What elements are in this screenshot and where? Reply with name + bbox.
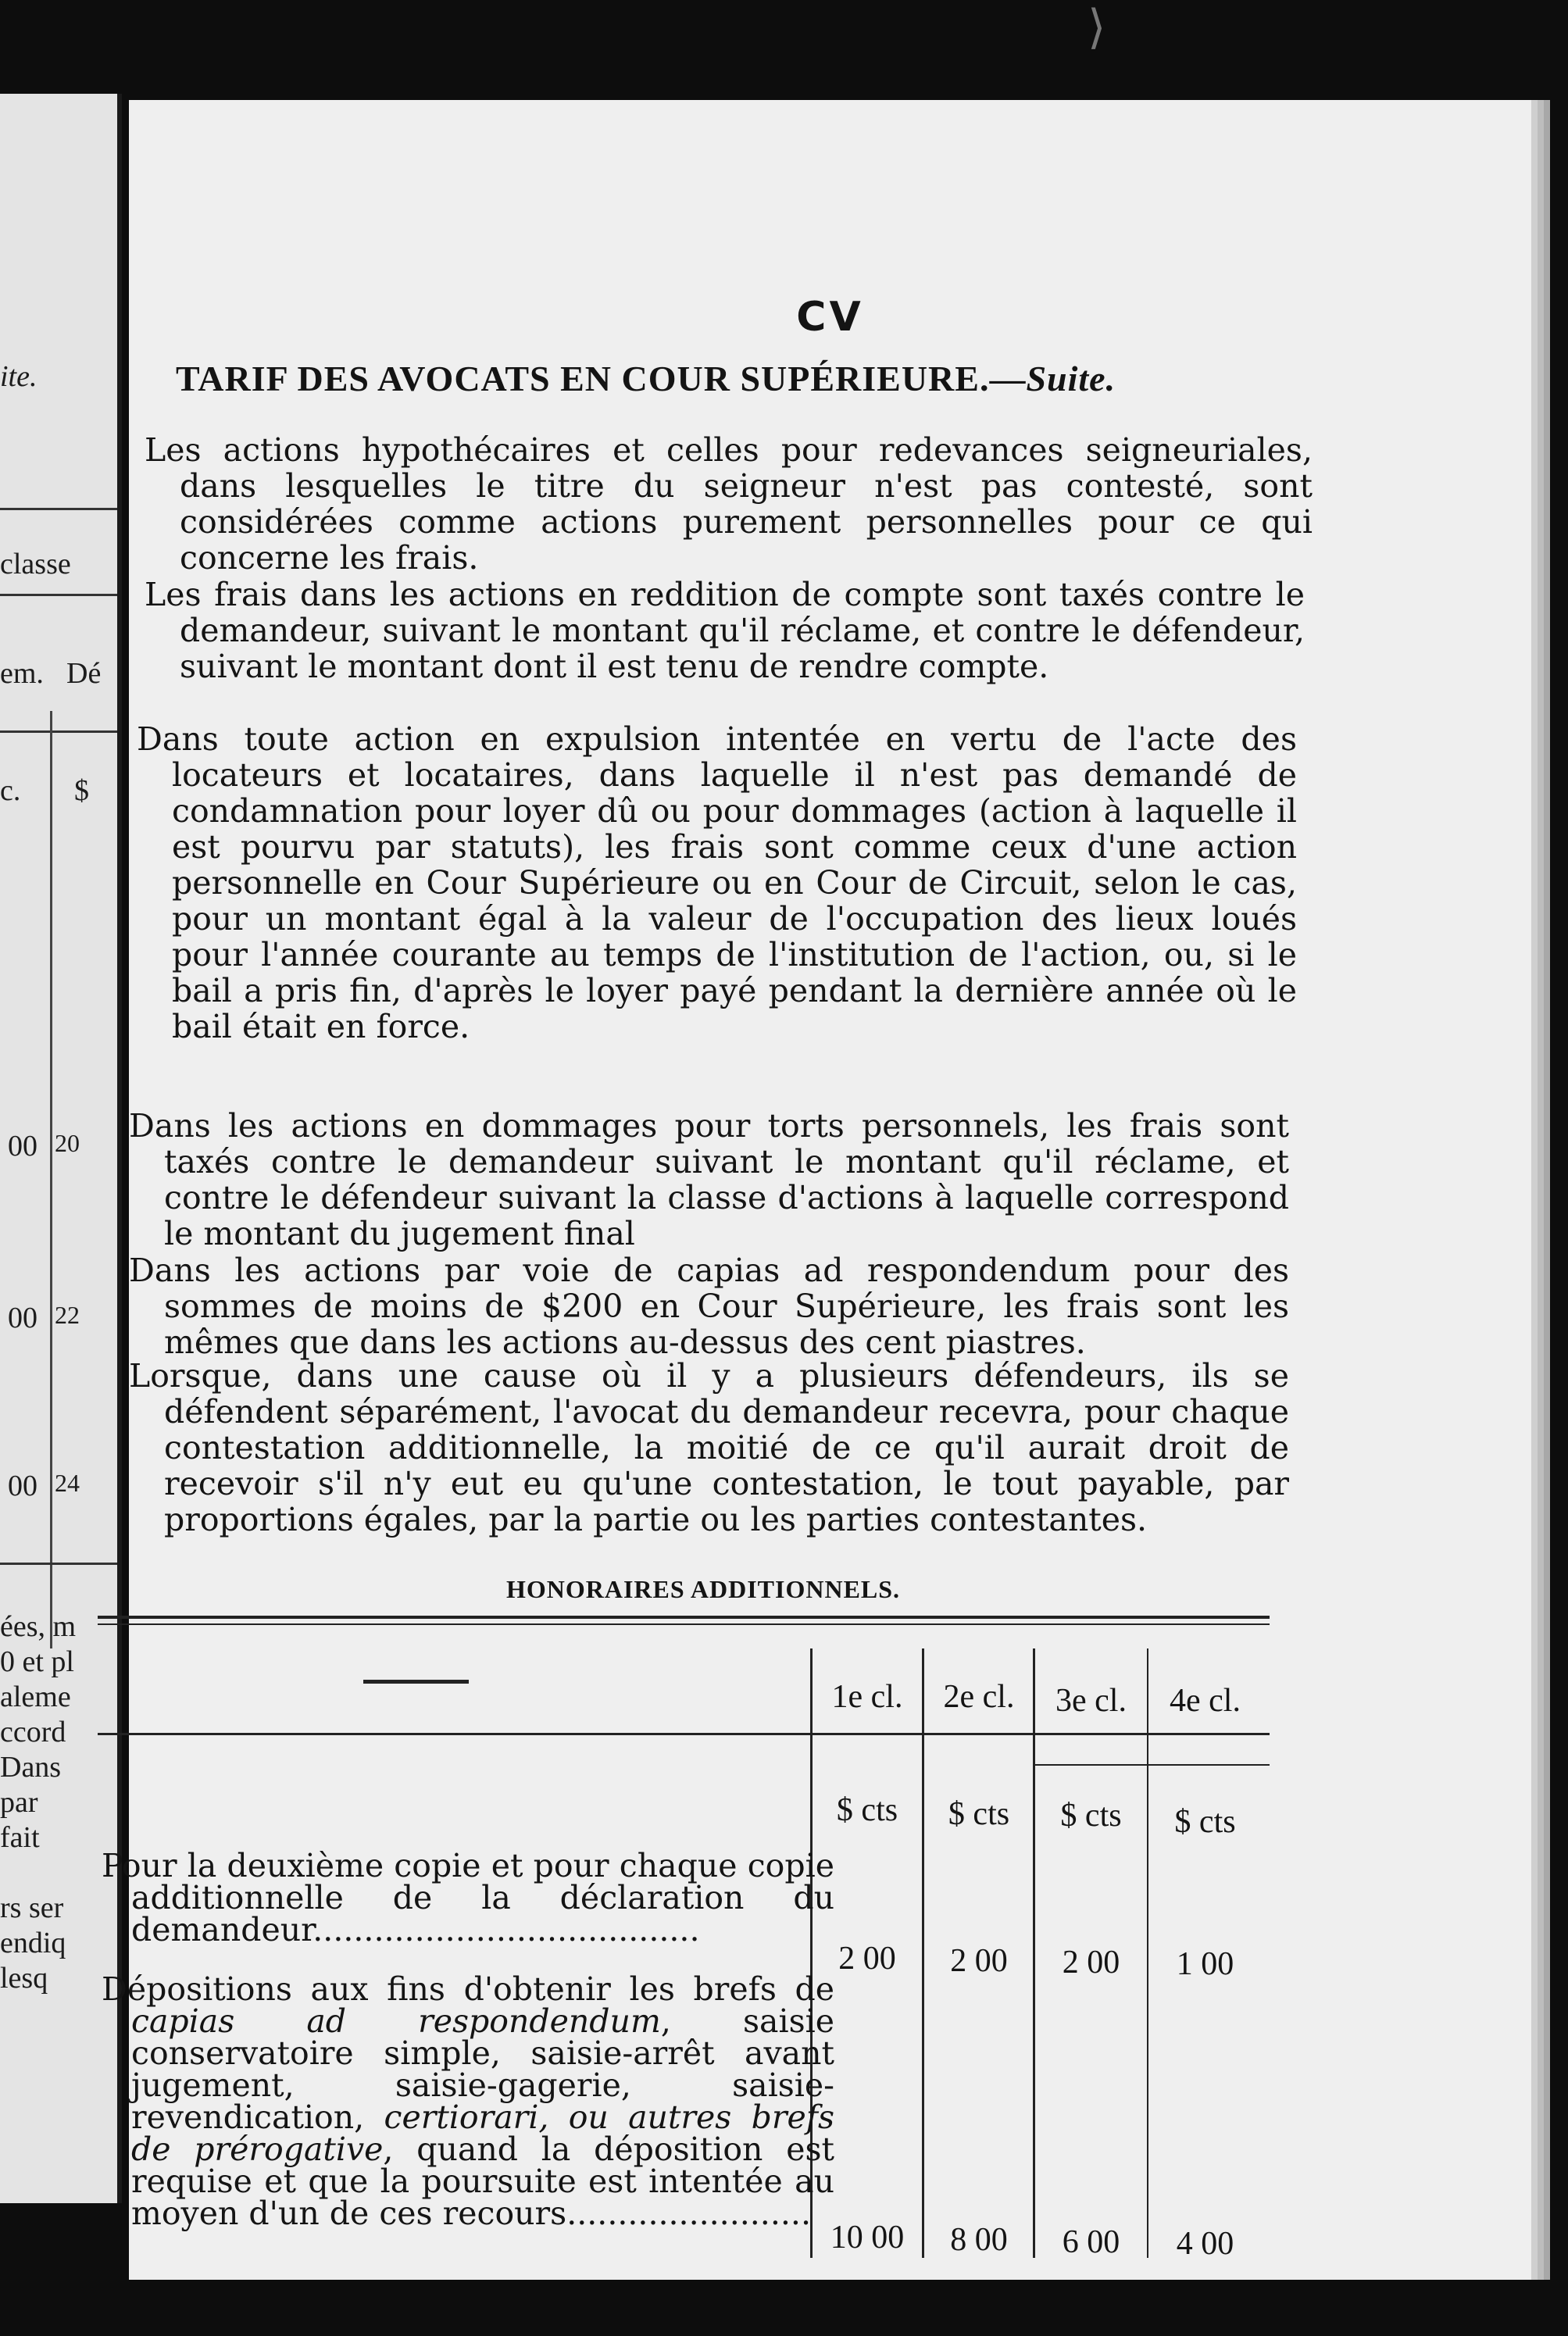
table-cell: 8 00 bbox=[950, 2222, 1008, 2258]
table-top-rule bbox=[98, 1623, 1270, 1625]
fragment-text: 00 bbox=[8, 1302, 38, 1334]
fragment-text: 00 bbox=[8, 1470, 38, 1502]
paragraph: Lorsque, dans une cause où il y a plusieurs défendeurs, ils se défendent séparément, l'avocat du demandeur recevra, pour chaque contestation additionnelle, la moitié de ce qu'il aurait droit de recevoir s'il n'y eut eu qu'une contestation, le tout payable, par proportions égales, par la partie ou les parties contestantes. bbox=[129, 1357, 1289, 1538]
unit-label: $ cts bbox=[1060, 1798, 1122, 1834]
divider bbox=[0, 594, 117, 596]
column-rule bbox=[50, 711, 52, 1648]
fragment-text: rs ser bbox=[0, 1891, 64, 1924]
unit-label: $ cts bbox=[948, 1796, 1010, 1832]
table-cell: 1 00 bbox=[1176, 1946, 1234, 1982]
column-header: 1e cl. bbox=[831, 1679, 903, 1715]
paragraph: Dans les actions en dommages pour torts personnels, les frais sont taxés contre le demandeur suivant le montant qu'il réclame, et contre le défendeur suivant la classe d'actions à laquelle correspond le montant du jugement final bbox=[129, 1107, 1289, 1252]
fragment-text: fait bbox=[0, 1821, 40, 1854]
fragment-text: Dé bbox=[66, 657, 102, 690]
paragraph: Les frais dans les actions en reddition de compte sont taxés contre le demandeur, suivant le montant qu'il réclame, et contre le défendeur, suivant le montant dont il est tenu de rendre compte. bbox=[145, 576, 1305, 685]
fragment-text: em. bbox=[0, 657, 44, 690]
fragment-text: par bbox=[0, 1786, 38, 1819]
row-text: , saisie conservatoire simple, saisie-arrêt avant jugement, saisie-gagerie, saisie-revendication, bbox=[131, 2002, 834, 2136]
table-cell: 2 00 bbox=[950, 1943, 1008, 1979]
divider bbox=[0, 730, 117, 733]
fragment-text: c. bbox=[0, 774, 21, 807]
table-header-rule bbox=[1035, 1764, 1270, 1766]
fragment-text: 24 bbox=[55, 1469, 80, 1497]
unit-label: $ cts bbox=[836, 1792, 898, 1828]
page-number: CV bbox=[796, 294, 864, 341]
fragment-text: 00 bbox=[8, 1130, 38, 1163]
table-cell: 4 00 bbox=[1176, 2226, 1234, 2262]
table-cell: 6 00 bbox=[1062, 2224, 1120, 2260]
title-text: TARIF DES AVOCATS EN COUR SUPÉRIEURE.— bbox=[176, 359, 1027, 398]
table-header-rule bbox=[98, 1733, 1270, 1735]
table-cell: 2 00 bbox=[1062, 1945, 1120, 1981]
table-top-rule bbox=[98, 1616, 1270, 1619]
paragraph: Dans toute action en expulsion intentée en vertu de l'acte des locateurs et locataires, dans laquelle il n'est pas demandé de condamnation pour loyer dû ou pour dommages (action à laquelle il est pourvu par statuts), les frais sont comme ceux d'une action personnelle en Cour Supérieure ou en Cour de Circuit, selon le cas, pour un montant égal à la valeur de l'occupation des lieux loués pour l'année courante au temps de l'institution de l'action, ou, si le bail a pris fin, d'après le loyer payé pendant la dernière année où le bail était en force. bbox=[137, 720, 1297, 1045]
fragment-text: 20 bbox=[55, 1129, 80, 1157]
fragment-text: ées, m bbox=[0, 1610, 77, 1643]
row-leader: ........................ bbox=[566, 2195, 811, 2232]
fragment-text: lesq bbox=[0, 1962, 48, 1995]
fragment-text: aleme bbox=[0, 1681, 71, 1713]
row-leader: ...................................... bbox=[313, 1911, 700, 1948]
column-header: 2e cl. bbox=[943, 1679, 1015, 1715]
fragment-text: 22 bbox=[55, 1301, 80, 1329]
page-title bbox=[176, 358, 1332, 399]
document-page bbox=[102, 100, 1531, 2280]
row-text-italic: capias ad respondendum bbox=[131, 2002, 661, 2040]
table-row-description bbox=[102, 1847, 834, 1948]
row-text: Pour la deuxième copie et pour chaque copie additionnelle de la déclaration du demandeur bbox=[102, 1847, 834, 1948]
table-row-description bbox=[102, 1970, 834, 2232]
fragment-text: Dans bbox=[0, 1751, 62, 1784]
table-cell: 2 00 bbox=[838, 1941, 896, 1977]
fragment-text: endiq bbox=[0, 1927, 66, 1959]
fragment-text: classe bbox=[0, 548, 71, 580]
paragraph: Dans les actions par voie de capias ad respondendum pour des sommes de moins de $200 en Cour Supérieure, les frais sont les mêmes que dans les actions au-dessus des cent piastres. bbox=[129, 1252, 1289, 1361]
row-text: Dépositions aux fins d'obtenir les brefs de bbox=[102, 1970, 834, 2008]
fragment-text: ite. bbox=[0, 360, 38, 393]
row-text: , quand la déposition est requise et que la poursuite est intentée au moyen d'un de ces recours bbox=[131, 2131, 834, 2232]
fragment-text: 0 et pl bbox=[0, 1645, 74, 1678]
fragment-text: $ bbox=[74, 774, 89, 807]
title-suite: Suite. bbox=[1026, 359, 1116, 398]
table-cell: 10 00 bbox=[830, 2220, 905, 2256]
row-text-italic: certiorari, ou autres brefs de prérogative bbox=[131, 2098, 834, 2168]
fragment-text: ccord bbox=[0, 1716, 66, 1748]
unit-label: $ cts bbox=[1174, 1804, 1236, 1840]
divider bbox=[0, 508, 117, 510]
paragraph: Les actions hypothécaires et celles pour redevances seigneuriales, dans lesquelles le titre du seigneur n'est pas contesté, sont considérées comme actions purement personnelles pour ce qui concerne les frais. bbox=[145, 431, 1313, 577]
section-heading: HONORAIRES ADDITIONNELS. bbox=[505, 1575, 901, 1603]
scan-mark: ⟩ bbox=[1088, 2, 1106, 53]
header-dash bbox=[363, 1680, 469, 1684]
divider bbox=[0, 1563, 117, 1565]
column-header: 4e cl. bbox=[1170, 1683, 1241, 1719]
column-header: 3e cl. bbox=[1055, 1683, 1127, 1719]
